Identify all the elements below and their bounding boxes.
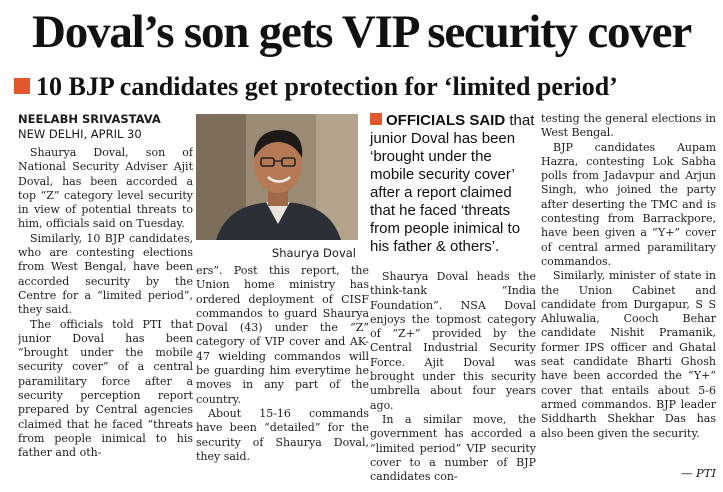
paragraph: Similarly, minister of state in the Union Cabinet and candidate from Durgapur, S S Ahluwalia, Cooch Behar candidate Nishit Pramanik, former IPS officer and Ghatal seat candidate Bharti Ghosh have been accorded the “Y+” cover that entails about 5-6 armed commandos. BJP leader Siddharth Shekhar Das has also been given the security. — [541, 269, 716, 440]
pull-quote-text: that junior Doval has been ‘brought under the mobile security cover’ after a report claimed that he faced ‘threats from people inimical to his father & others’. — [370, 112, 535, 255]
paragraph: Shaurya Doval heads the think-tank “India Foundation”. NSA Doval enjoys the topmost category of “Z+” provided by the Central Industrial Security Force. Ajit Doval was brought under this security umbrella about four years ago. — [370, 270, 536, 412]
accent-square-icon — [370, 113, 382, 125]
subheadline — [14, 72, 714, 102]
subheadline-text: 10 BJP candidates get protection for ‘limited period’ — [36, 72, 618, 101]
article-column-1 — [18, 146, 193, 492]
portrait-illustration — [196, 114, 358, 240]
agency-credit: — PTI — [680, 466, 716, 480]
article-column-3 — [370, 270, 536, 492]
paragraph: In a similar move, the government has accorded a “limited period” VIP security cover to a number of BJP candidates con- — [370, 412, 536, 484]
byline-author: NEELABH SRIVASTAVA — [18, 112, 161, 126]
portrait-photo — [196, 114, 358, 240]
article-column-4 — [541, 112, 716, 457]
paragraph: Similarly, 10 BJP candidates, who are contesting elections from West Bengal, have been accorded security by the Centre for a “limited period”, they said. — [18, 231, 193, 317]
paragraph: About 15-16 commands have been “detailed” for the security of Shaurya Doval, they said. — [196, 406, 369, 463]
paragraph: ers”. Post this report, the Union home ministry has ordered deployment of CISF commandos to guard Shaurya Doval (43) under the “Z” category of VIP cover and AK-47 wielding commandos will be guarding him everytime he moves in any part of the country. — [196, 264, 369, 406]
paragraph: The officials told PTI that junior Doval has been “brought under the mobile security cover” of a central paramilitary force after a security perception report prepared by Central agencies claimed that he faced “threats from people inimical to his father and oth- — [18, 317, 193, 460]
pull-quote — [370, 112, 536, 256]
photo-caption: Shaurya Doval — [271, 246, 356, 260]
paragraph: BJP candidates Aupam Hazra, contesting Lok Sabha polls from Jadavpur and Arjun Singh, who joined the party after deserting the TMC and is contesting from Barrackpore, have been given a “Y+” cover of central armed paramilitary commandos. — [541, 140, 716, 268]
article-column-2 — [196, 264, 369, 492]
paragraph: testing the general elections in West Bengal. — [541, 112, 716, 140]
byline — [18, 112, 193, 142]
byline-dateline: NEW DELHI, APRIL 30 — [18, 127, 142, 141]
paragraph: Shaurya Doval, son of National Security Adviser Ajit Doval, has been accorded a top “Z” category level security in view of potential threats to him, officials said on Tuesday. — [18, 146, 193, 231]
accent-square-icon — [14, 78, 30, 94]
pull-quote-label: OFFICIALS SAID — [386, 112, 506, 129]
headline: Doval’s son gets VIP security cover — [32, 6, 691, 58]
